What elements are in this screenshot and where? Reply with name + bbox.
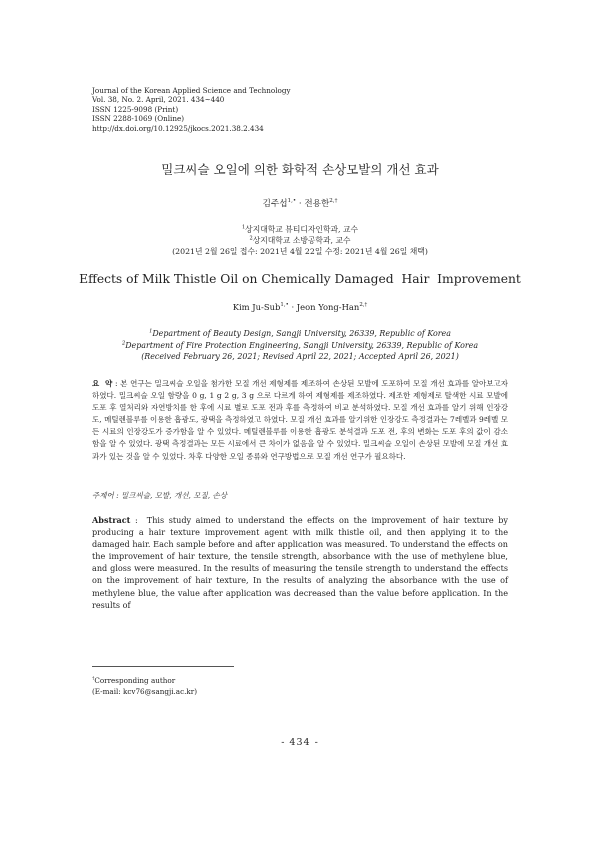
journal-doi: http://dx.doi.org/10.12925/jkocs.2021.38.2.434 — [92, 123, 264, 133]
page-number: - 434 - — [281, 737, 319, 748]
author-2-name-en: Jeon Yong-Han — [296, 302, 360, 312]
authors-english — [0, 302, 600, 312]
author-2-mark-ko: 2,† — [329, 198, 338, 205]
affiliation-2-ko — [0, 235, 600, 246]
affiliation-1-ko — [0, 224, 600, 235]
affiliation-2-text-en: Department of Fire Protection Engineering, Sangji University, 26339, Republic of Korea — [125, 340, 479, 350]
affiliations-korean — [0, 224, 600, 257]
author-separator-en: · — [288, 302, 297, 312]
journal-volume: Vol. 38, No. 2. April, 2021. 434~440 — [92, 95, 225, 105]
abstract-en-label: Abstract — [92, 515, 131, 525]
footnote-email: (E-mail: kcv76@sangji.ac.kr) — [92, 686, 197, 696]
footnote-corresponding-text: Corresponding author — [94, 676, 176, 685]
authors-korean — [0, 197, 600, 209]
affiliation-1-mark-ko: 1 — [241, 224, 246, 231]
affiliation-1-mark-en: 1 — [149, 328, 153, 335]
abstract-korean — [92, 378, 508, 463]
journal-name: Journal of the Korean Applied Science and Technology — [92, 86, 291, 95]
author-separator-ko: · — [296, 199, 305, 209]
journal-issn-online: ISSN 2288-1069 (Online) — [92, 114, 185, 124]
paper-title-korean: 밀크씨슬 오일에 의한 화학적 손상모발의 개선 효과 — [161, 162, 439, 177]
abstract-ko-text: : 본 연구는 밀크씨슬 오일을 첨가한 모질 개선 제형제를 제조하여 손상된 모발에 도포하여 모질 개선 효과를 알아보고자 하였다. 밀크씨슬 오일 함량을 0 g, 1 g 2 g, 3 g 으로 다르게 하여 제형제를 제조하였다. 제조한 제형제로 탈색한 시료 모발에 도포 후 열처리와 자연방치를 한 후에 시료 별로 도포 전과 후를 측정하여 비교 분석하였다. 모질 개선 효과를 알기 위해 인장강도, 메틸렌블루를 이용한 흡광도, 광택을 측정하였고 하였다. 모질 개선 효과를 알기위한 인장강도 측정결과는 7레벨과 9레벨 모든 시료의 인장강도가 증가함을 알 수 있었다. 메틸렌블루를 이용한 흡광도 분석결과 도포 전, 후의 변화는 도포 후의 값이 감소함을 알 수 있었다. 광택 측정결과는 모든 시료에서 큰 차이가 없음을 알 수 있었다. 밀크씨슬 오일이 손상된 모발에 모질 개선 효과가 있는 것을 알 수 있었다. 차후 다양한 오일 종류와 연구방법으로 모질 개선 연구가 필요하다. — [92, 379, 509, 461]
affiliation-1-text-en: Department of Beauty Design, Sangji University, 26339, Republic of Korea — [152, 329, 451, 338]
affiliation-2-text-ko: 상지대학교 소방공학과, 교수 — [252, 236, 351, 245]
abstract-en-text: : This study aimed to understand the effects on the improvement of hair texture by producing a hair texture improvement agent with milk thistle oil, and then applying it to the damaged hair. Each sample before and after application was measured. To understand the effects on the improvement of hair texture, the tensile strength, absorbance with the use of methylene blue, and gloss were measured. In the results of measuring the tensile strength to understand the effects on the improvement of hair texture, In the results of analyzing the absorbance with the use of methylene blue, the value after application was decreased than the value before application. In the results of — [92, 515, 511, 610]
affiliation-1-text-ko: 상지대학교 뷰티디자인학과, 교수 — [245, 225, 359, 234]
affiliation-2-en — [0, 340, 600, 352]
author-1-name-en: Kim Ju-Sub — [232, 302, 281, 312]
journal-info — [92, 86, 291, 133]
affiliations-english — [0, 328, 600, 363]
author-1-mark-en: 1,• — [280, 302, 289, 309]
abstract-english — [92, 514, 511, 611]
affiliation-2-mark-en: 2 — [121, 339, 126, 346]
author-2-name-ko: 전용한 — [304, 199, 330, 209]
keywords-korean: 주제어 : 밀크씨슬, 모발, 개선, 모질, 손상 — [92, 491, 228, 500]
submission-dates-en: (Received February 26, 2021; Revised April 22, 2021; Accepted April 26, 2021) — [141, 352, 459, 361]
submission-dates-ko: (2021년 2월 26일 접수: 2021년 4월 22일 수정: 2021년 4월 26일 채택) — [172, 247, 428, 256]
abstract-ko-label: 요 약 — [92, 379, 113, 388]
footnote-corresponding — [92, 676, 197, 687]
journal-issn-print: ISSN 1225-9098 (Print) — [92, 104, 179, 114]
paper-title-english: Effects of Milk Thistle Oil on Chemically Damaged Hair Improvement — [79, 272, 521, 286]
author-2-mark-en: 2,† — [359, 302, 368, 309]
affiliation-2-mark-ko: 2 — [249, 235, 253, 242]
footnote-mark: † — [92, 676, 95, 682]
affiliation-1-en — [0, 328, 600, 340]
author-1-name-ko: 김주섭 — [262, 199, 288, 209]
author-1-mark-ko: 1,• — [287, 198, 297, 205]
footnote — [92, 676, 197, 697]
footnote-divider — [92, 666, 234, 667]
